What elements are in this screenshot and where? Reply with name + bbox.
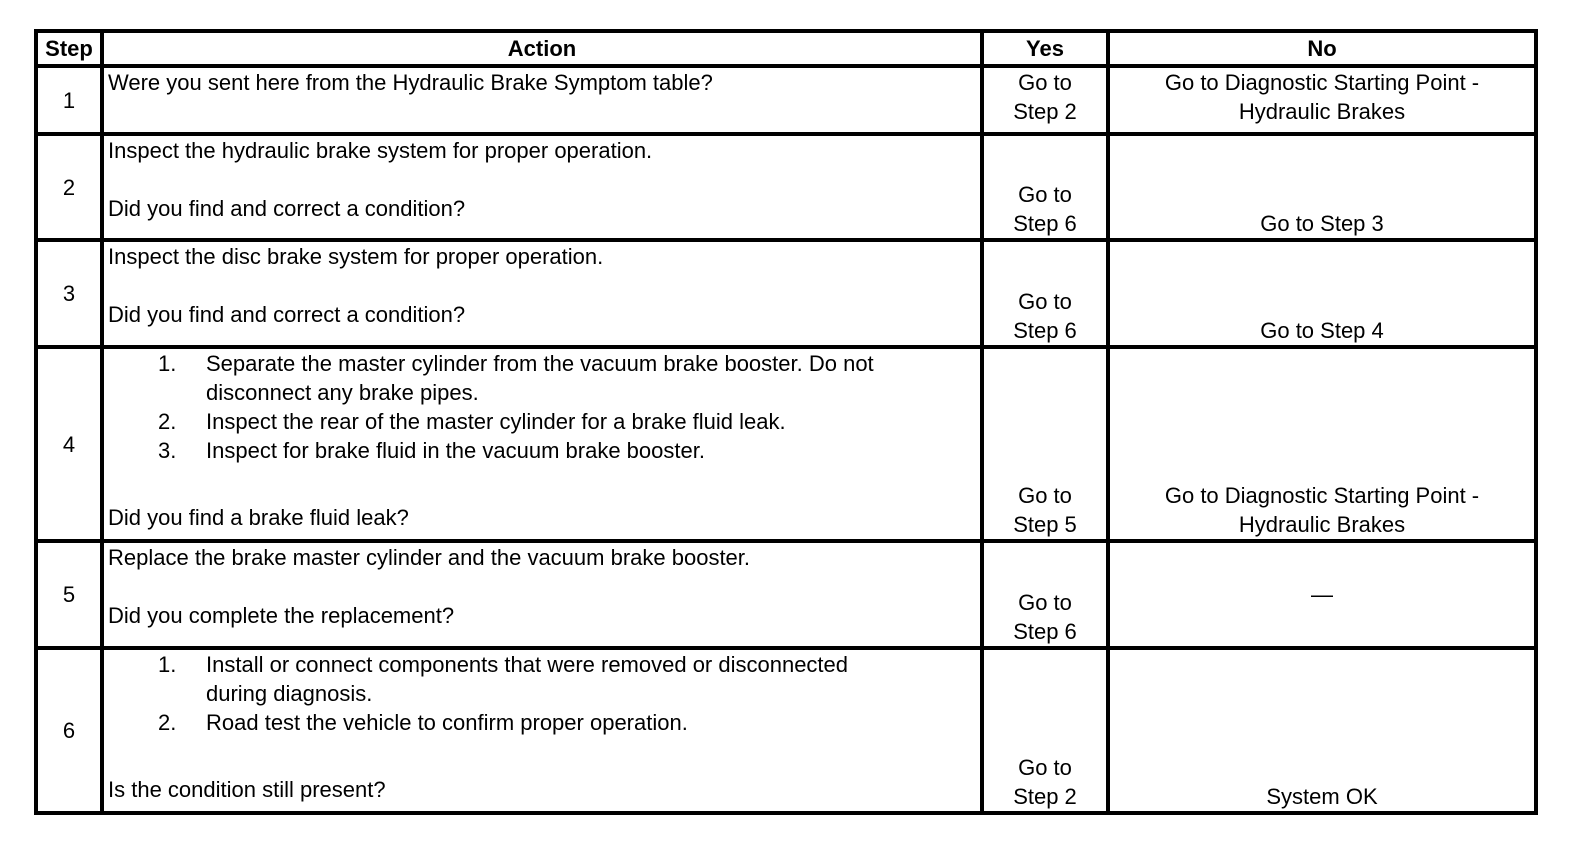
header-action: Action [102,31,982,66]
action-question: Did you find and correct a condition? [108,302,466,327]
action-text: Inspect the disc brake system for proper operation. [108,244,604,269]
no-line: Hydraulic Brakes [1238,99,1406,124]
step-number: 6 [36,648,102,813]
action-question: Did you find and correct a condition? [108,196,466,221]
action-question: Did you complete the replacement? [108,603,455,628]
list-item [108,407,976,436]
step-number: 1 [36,66,102,134]
yes-line: Go to [1018,590,1072,615]
table-row [36,134,1536,240]
list-number: 1. [158,652,177,677]
header-no: No [1108,31,1536,66]
yes-cell [982,66,1108,134]
no-line: Go to Diagnostic Starting Point - [1164,483,1480,508]
yes-cell [982,541,1108,648]
list-line: disconnect any brake pipes. [206,380,479,405]
no-cell [1108,134,1536,240]
yes-cell [982,134,1108,240]
list-number: 3. [158,438,177,463]
yes-cell [982,347,1108,541]
no-cell [1108,541,1536,648]
header-yes: Yes [982,31,1108,66]
list-number: 2. [158,710,177,735]
yes-line: Go to [1018,483,1072,508]
list-number: 2. [158,409,177,434]
action-text: Were you sent here from the Hydraulic Brake Symptom table? [108,70,713,95]
yes-line: Step 6 [1013,619,1077,644]
list-line: Separate the master cylinder from the vacuum brake booster. Do not [206,351,874,376]
header-row [36,31,1536,66]
header-step: Step [36,31,102,66]
diagnostic-table [34,29,1534,815]
action-cell [102,648,982,813]
action-text: Replace the brake master cylinder and the vacuum brake booster. [108,545,751,570]
step-number: 4 [36,347,102,541]
list-item [108,436,976,465]
yes-line: Step 2 [1013,99,1077,124]
no-line: Hydraulic Brakes [1238,512,1406,537]
step-number: 2 [36,134,102,240]
instruction-list [108,650,976,737]
yes-line: Step 6 [1013,211,1077,236]
no-line: Go to Step 3 [1260,211,1384,236]
no-line: Go to Diagnostic Starting Point - [1164,70,1480,95]
action-question: Is the condition still present? [108,777,386,802]
list-line: Install or connect components that were removed or disconnected [206,652,849,677]
yes-line: Go to [1018,289,1072,314]
table-row [36,240,1536,347]
list-line: Inspect the rear of the master cylinder for a brake fluid leak. [206,409,786,434]
action-cell [102,541,982,648]
list-line: during diagnosis. [206,681,373,706]
action-question: Did you find a brake fluid leak? [108,505,409,530]
action-cell [102,66,982,134]
diagnostic-table-grid [34,29,1538,815]
table-row [36,648,1536,813]
table-row [36,66,1536,134]
no-line: Go to Step 4 [1260,318,1384,343]
step-number: 3 [36,240,102,347]
list-item [108,708,976,737]
list-line: Road test the vehicle to confirm proper operation. [206,710,688,735]
table-row [36,541,1536,648]
list-number: 1. [158,351,177,376]
action-cell [102,134,982,240]
yes-line: Step 2 [1013,784,1077,809]
yes-line: Go to [1018,755,1072,780]
list-item [108,650,976,708]
yes-line: Go to [1018,70,1072,95]
no-cell [1108,240,1536,347]
instruction-list [108,349,976,465]
step-number: 5 [36,541,102,648]
no-cell [1108,648,1536,813]
yes-cell [982,648,1108,813]
table-row [36,347,1536,541]
yes-cell [982,240,1108,347]
action-cell [102,347,982,541]
yes-line: Step 6 [1013,318,1077,343]
action-text: Inspect the hydraulic brake system for proper operation. [108,138,653,163]
no-line: — [1311,582,1333,607]
action-cell [102,240,982,347]
yes-line: Step 5 [1013,512,1077,537]
no-line: System OK [1266,784,1378,809]
yes-line: Go to [1018,182,1072,207]
no-cell [1108,66,1536,134]
no-cell [1108,347,1536,541]
list-item [108,349,976,407]
list-line: Inspect for brake fluid in the vacuum brake booster. [206,438,705,463]
